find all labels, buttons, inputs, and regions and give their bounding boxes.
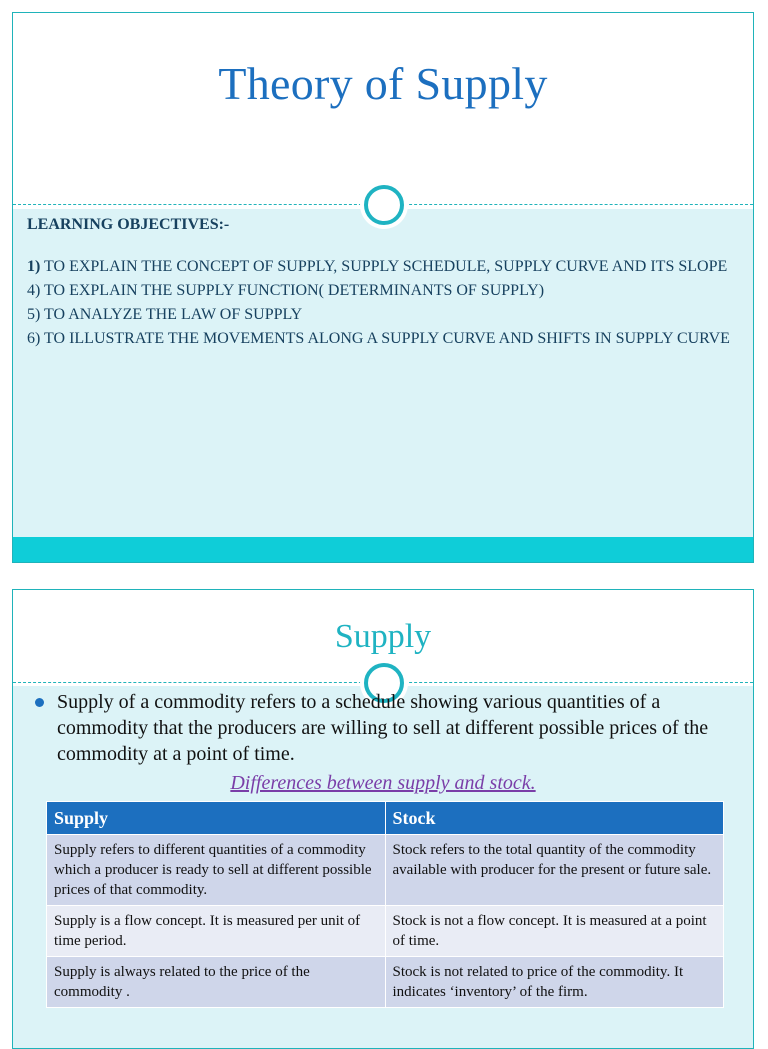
slide-theory-of-supply	[12, 12, 754, 563]
table-cell: Supply refers to different quantities of a commodity which a producer is ready to sell at different possible prices of that commodity.	[47, 835, 386, 906]
objectives-heading: LEARNING OBJECTIVES:-	[27, 216, 230, 233]
column-header: Supply	[47, 802, 386, 835]
objective-item: 5) TO ANALYZE THE LAW OF SUPPLY	[27, 306, 303, 323]
table-row	[47, 906, 724, 957]
table-row	[47, 835, 724, 906]
slide-title: Supply	[334, 618, 432, 655]
table-cell: Supply is always related to the price of the commodity .	[47, 957, 386, 1008]
slide-supply	[12, 589, 754, 1049]
objective-item: 1) TO EXPLAIN THE CONCEPT OF SUPPLY, SUPPLY SCHEDULE, SUPPLY CURVE AND ITS SLOPE	[27, 258, 728, 275]
table-cell: Stock is not related to price of the commodity. It indicates ‘inventory’ of the firm.	[385, 957, 724, 1008]
footer-band	[13, 537, 753, 563]
table-header-row	[47, 802, 724, 835]
bullet-icon	[35, 698, 44, 707]
objective-item: 4) TO EXPLAIN THE SUPPLY FUNCTION( DETERMINANTS OF SUPPLY)	[27, 282, 545, 299]
supply-stock-table	[46, 801, 724, 1008]
supply-definition: Supply of a commodity refers to a schedule showing various quantities of a commodity that the producers are willing to sell at different possible prices of the commodity at a point of time.	[57, 691, 709, 765]
column-header: Stock	[385, 802, 724, 835]
table-cell: Supply is a flow concept. It is measured per unit of time period.	[47, 906, 386, 957]
learning-objectives	[27, 215, 737, 353]
table-cell: Stock is not a flow concept. It is measured at a point of time.	[385, 906, 724, 957]
differences-caption[interactable]: Differences between supply and stock.	[230, 772, 536, 794]
objective-item: 6) TO ILLUSTRATE THE MOVEMENTS ALONG A SUPPLY CURVE AND SHIFTS IN SUPPLY CURVE	[27, 330, 730, 347]
table-row	[47, 957, 724, 1008]
slide-title: Theory of Supply	[218, 58, 548, 109]
table-cell: Stock refers to the total quantity of the commodity available with producer for the present or future sale.	[385, 835, 724, 906]
